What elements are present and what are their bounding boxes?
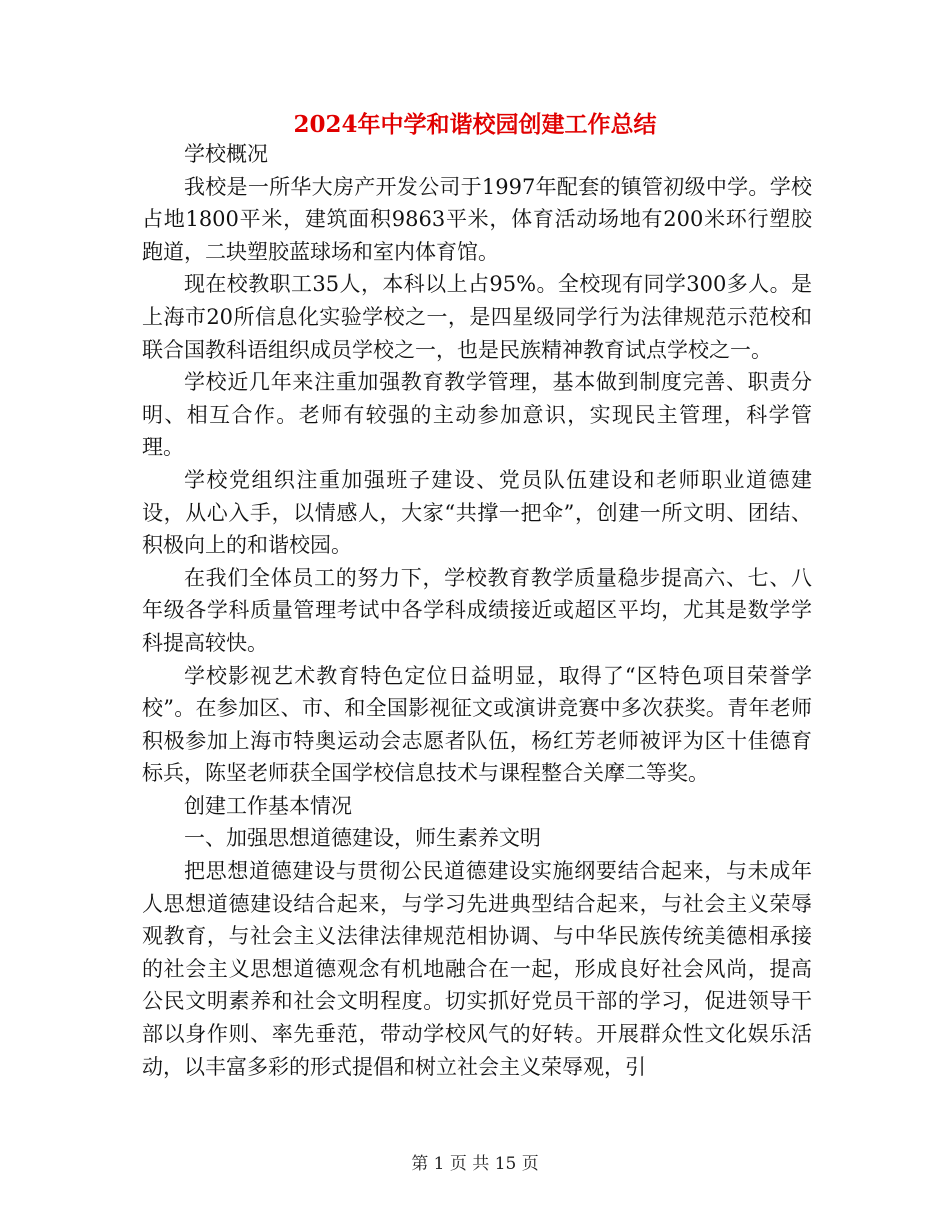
section-heading: 创建工作基本情况 [184,793,352,818]
paragraph: 学校影视艺术教育特色定位日益明显，取得了“区特色项目荣誉学校”。在参加区、市、和全国影视征文或演讲竞赛中多次获奖。青年老师积极参加上海市特奥运动会志愿者队伍，杨红芳老师被评为区十佳德育标兵，陈坚老师获全国学校信息技术与课程整合关摩二等奖。 [142,663,812,786]
document-title: 2024年中学和谐校园创建工作总结 [293,111,657,138]
paragraph: 把思想道德建设与贯彻公民道德建设实施纲要结合起来，与未成年人思想道德建设结合起来，与学习先进典型结合起来，与社会主义荣辱观教育，与社会主义法律法律规范相协调、与中华民族传统美德相承接的社会主义思想道德观念有机地融合在一起，形成良好社会风尚，提高公民文明素养和社会文明程度。切实抓好党员干部的学习，促进领导干部以身作则、率先垂范，带动学校风气的好转。开展群众性文化娱乐活动，以丰富多彩的形式提倡和树立社会主义荣辱观，引 [142,859,812,1079]
section-heading: 一、加强思想道德建设，师生素养文明 [184,826,541,851]
paragraph: 学校党组织注重加强班子建设、党员队伍建设和老师职业道德建设，从心入手，以情感人，大家“共撑一把伞”，创建一所文明、团结、积极向上的和谐校园。 [142,467,812,558]
document-body [142,138,812,1083]
paragraph: 学校近几年来注重加强教育教学管理，基本做到制度完善、职责分明、相互合作。老师有较强的主动参加意识，实现民主管理，科学管理。 [142,370,812,460]
paragraph: 在我们全体员工的努力下，学校教育教学质量稳步提高六、七、八年级各学科质量管理考试中各学科成绩接近或超区平均，尤其是数学学科提高较快。 [142,565,812,655]
paragraph: 学校概况 [184,142,268,166]
paragraph: 现在校教职工35人，本科以上占95%。全校现有同学300多人。是上海市20所信息化实验学校之一，是四星级同学行为法律规范示范校和联合国教科语组织成员学校之一，也是民族精神教育试点学校之一。 [142,272,812,362]
paragraph: 我校是一所华大房产开发公司于1997年配套的镇管初级中学。学校占地1800平米，建筑面积9863平米，体育活动场地有200米环行塑胶跑道，二块塑胶蓝球场和室内体育馆。 [142,174,812,264]
page-number: 第 1 页 共 15 页 [411,1154,539,1174]
